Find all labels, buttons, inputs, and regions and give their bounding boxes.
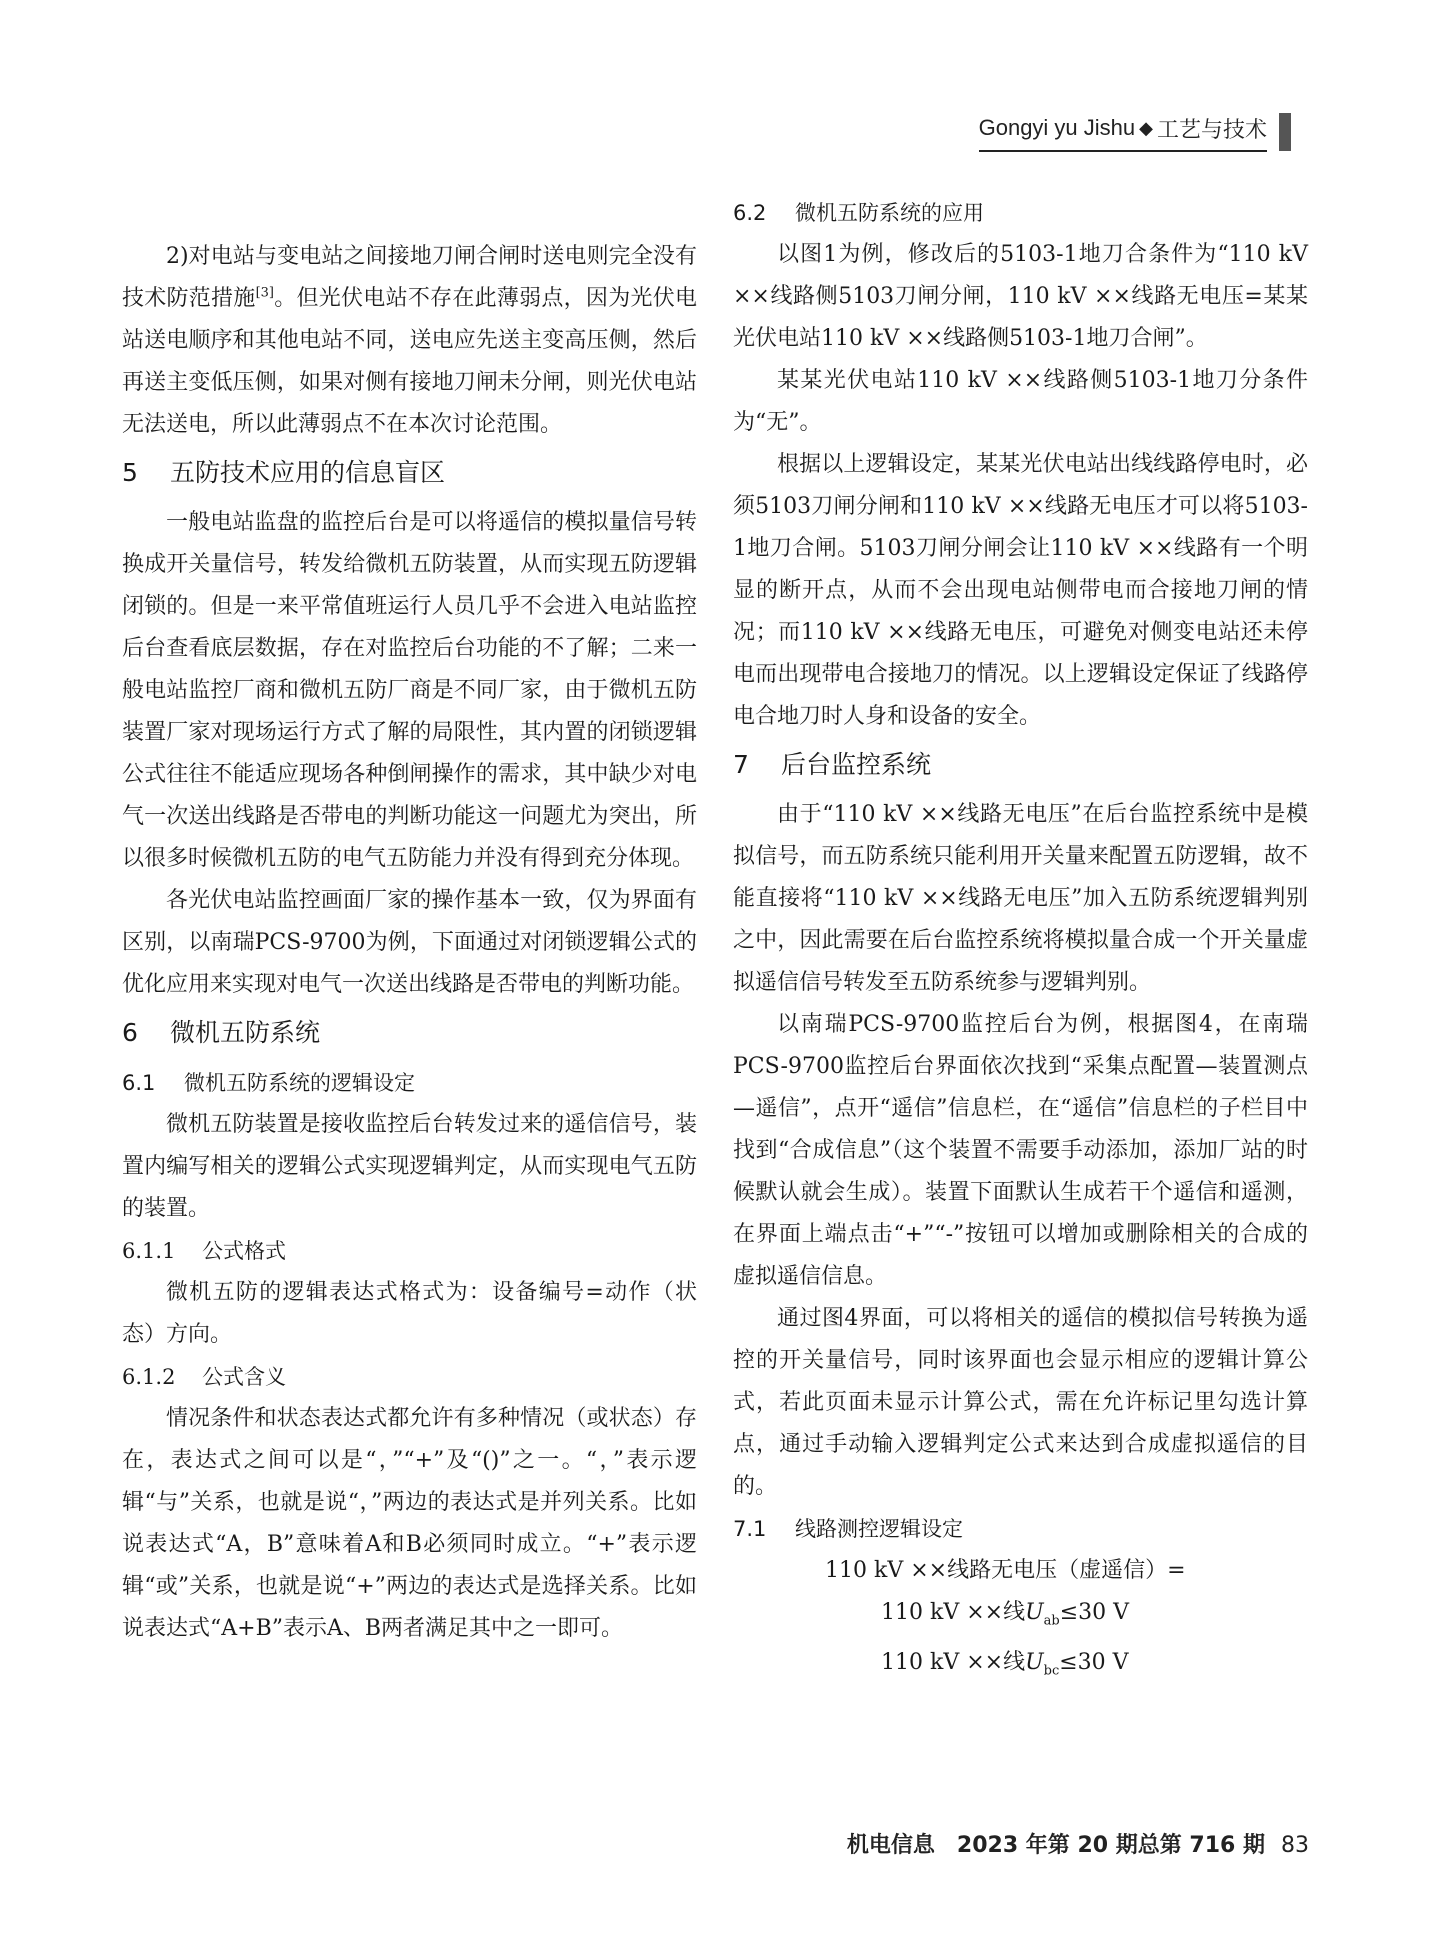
- formula-text: 110 kV ××线: [881, 1650, 1026, 1676]
- subsubsection-heading-6-1-2: [122, 1356, 697, 1398]
- section-title: 微机五防系统的逻辑设定: [184, 1071, 415, 1095]
- formula-subscript: bc: [1043, 1663, 1060, 1679]
- paragraph: 情况条件和状态表达式都允许有多种情况（或状态）存在，表达式之间可以是“，”“+”及“()”之一。“，”表示逻辑“与”关系，也就是说“，”两边的表达式是并列关系。比如说表达式“A，B”意味着A和B必须同时成立。“+”表示逻辑“或”关系，也就是说“+”两边的表达式是选择关系。比如说表达式“A+B”表示A、B两者满足其中之一即可。: [122, 1406, 697, 1641]
- paragraph: 由于“110 kV ××线路无电压”在后台监控系统中是模拟信号，而五防系统只能利用开关量来配置五防逻辑，故不能直接将“110 kV ××线路无电压”加入五防系统逻辑判别之中，因此需要在后台监控系统将模拟量合成一个开关量虚拟遥信信号转发至五防系统参与逻辑判别。: [733, 802, 1308, 995]
- page-number: 83: [1281, 1833, 1309, 1858]
- section-heading-5: [122, 450, 697, 496]
- paragraph: 微机五防装置是接收监控后台转发过来的遥信信号，装置内编写相关的逻辑公式实现逻辑判定，从而实现电气五防的装置。: [122, 1112, 697, 1221]
- logic-formula-term: [733, 1642, 1308, 1692]
- journal-info: 机电信息 2023 年第 20 期总第 716 期: [846, 1833, 1265, 1858]
- paragraph: 以南瑞PCS-9700监控后台为例，根据图4，在南瑞PCS-9700监控后台界面依次找到“采集点配置—装置测点—遥信”，点开“遥信”信息栏，在“遥信”信息栏的子栏目中找到“合成信息”（这个装置不需要手动添加，添加厂站的时候默认就会生成）。装置下面默认生成若干个遥信和遥测，在界面上端点击“+”“-”按钮可以增加或删除相关的合成的虚拟遥信信息。: [733, 1012, 1308, 1289]
- running-header-text: [979, 113, 1267, 152]
- section-number: 7.1: [733, 1517, 767, 1541]
- section-title: 公式含义: [202, 1365, 286, 1389]
- formula-subscript: ab: [1043, 1613, 1060, 1629]
- paragraph: 根据以上逻辑设定，某某光伏电站出线线路停电时，必须5103刀闸分闸和110 kV ××线路无电压才可以将5103-1地刀合闸。5103刀闸分闸会让110 kV ××线路有一个明显的断开点，从而不会出现电站侧带电而合接地刀闸的情况；而110 kV ××线路无电压，可避免对侧变电站还未停电而出现带电合接地刀的情况。以上逻辑设定保证了线路停电合地刀时人身和设备的安全。: [733, 452, 1308, 729]
- subsubsection-heading-6-1-1: [122, 1230, 697, 1272]
- subsection-heading-6-1: [122, 1062, 697, 1104]
- section-heading-7: [733, 742, 1308, 788]
- header-section-title: 工艺与技术: [1156, 116, 1267, 142]
- section-number: 5: [122, 458, 138, 487]
- formula-text: ≤30 V: [1059, 1600, 1130, 1625]
- section-title: 线路测控逻辑设定: [795, 1517, 963, 1541]
- subsection-heading-7-1: [733, 1508, 1308, 1550]
- formula-variable: U: [1025, 1650, 1044, 1676]
- paragraph-text: 2)对电站与变电站之间接地刀闸合闸时送电则完全没有技术防范措施: [122, 244, 697, 311]
- section-number: 6: [122, 1018, 138, 1047]
- logic-formula: 110 kV ××线路无电压（虚遥信）=: [825, 1558, 1186, 1583]
- formula-variable: U: [1025, 1600, 1044, 1625]
- logic-formula-term: [733, 1592, 1308, 1642]
- header-pinyin: Gongyi yu Jishu: [978, 115, 1136, 140]
- formula-text: ≤30 V: [1059, 1650, 1129, 1676]
- page-footer: [847, 1828, 1309, 1859]
- section-title: 五防技术应用的信息盲区: [170, 458, 446, 487]
- paragraph: 一般电站监盘的监控后台是可以将遥信的模拟量信号转换成开关量信号，转发给微机五防装置，从而实现五防逻辑闭锁的。但是一来平常值班运行人员几乎不会进入电站监控后台查看底层数据，存在对监控后台功能的不了解；二来一般电站监控厂商和微机五防厂商是不同厂家，由于微机五防装置厂家对现场运行方式了解的局限性，其内置的闭锁逻辑公式往往不能适应现场各种倒闸操作的需求，其中缺少对电气一次送出线路是否带电的判断功能这一问题尤为突出，所以很多时候微机五防的电气五防能力并没有得到充分体现。: [122, 510, 697, 871]
- section-title: 公式格式: [202, 1239, 286, 1263]
- left-column: [122, 236, 697, 1650]
- diamond-icon: ◆: [1139, 117, 1153, 138]
- section-number: 6.1.1: [122, 1239, 176, 1263]
- citation-ref: [3]: [255, 285, 274, 301]
- section-number: 6.1: [122, 1071, 156, 1095]
- section-title: 微机五防系统: [170, 1018, 321, 1047]
- paragraph: 各光伏电站监控画面厂家的操作基本一致，仅为界面有区别，以南瑞PCS-9700为例，下面通过对闭锁逻辑公式的优化应用来实现对电气一次送出线路是否带电的判断功能。: [122, 888, 697, 997]
- section-number: 7: [733, 750, 749, 779]
- formula-text: 110 kV ××线: [881, 1600, 1026, 1625]
- paragraph: 以图1为例，修改后的5103-1地刀合条件为“110 kV ××线路侧5103刀闸分闸，110 kV ××线路无电压=某某光伏电站110 kV ××线路侧5103-1地刀合闸”。: [733, 242, 1308, 351]
- paragraph-text: 。但光伏电站不存在此薄弱点，因为光伏电站送电顺序和其他电站不同，送电应先送主变高压侧，然后再送主变低压侧，如果对侧有接地刀闸未分闸，则光伏电站无法送电，所以此薄弱点不在本次讨论范围。: [122, 286, 697, 437]
- section-heading-6: [122, 1010, 697, 1056]
- subsection-heading-6-2: [733, 192, 1308, 234]
- header-bar-decoration: [1279, 113, 1291, 151]
- paragraph: 通过图4界面，可以将相关的遥信的模拟信号转换为遥控的开关量信号，同时该界面也会显示相应的逻辑计算公式，若此页面未显示计算公式，需在允许标记里勾选计算点，通过手动输入逻辑判定公式来达到合成虚拟遥信的目的。: [733, 1306, 1308, 1499]
- section-number: 6.2: [733, 201, 767, 225]
- section-title: 后台监控系统: [781, 750, 932, 779]
- section-title: 微机五防系统的应用: [795, 201, 984, 225]
- right-column: [733, 201, 1308, 1693]
- paragraph: 某某光伏电站110 kV ××线路侧5103-1地刀分条件为“无”。: [733, 368, 1308, 435]
- paragraph: [122, 236, 697, 446]
- paragraph: 微机五防的逻辑表达式格式为：设备编号=动作（状态）方向。: [122, 1280, 697, 1347]
- section-number: 6.1.2: [122, 1365, 176, 1389]
- running-header: [979, 112, 1291, 152]
